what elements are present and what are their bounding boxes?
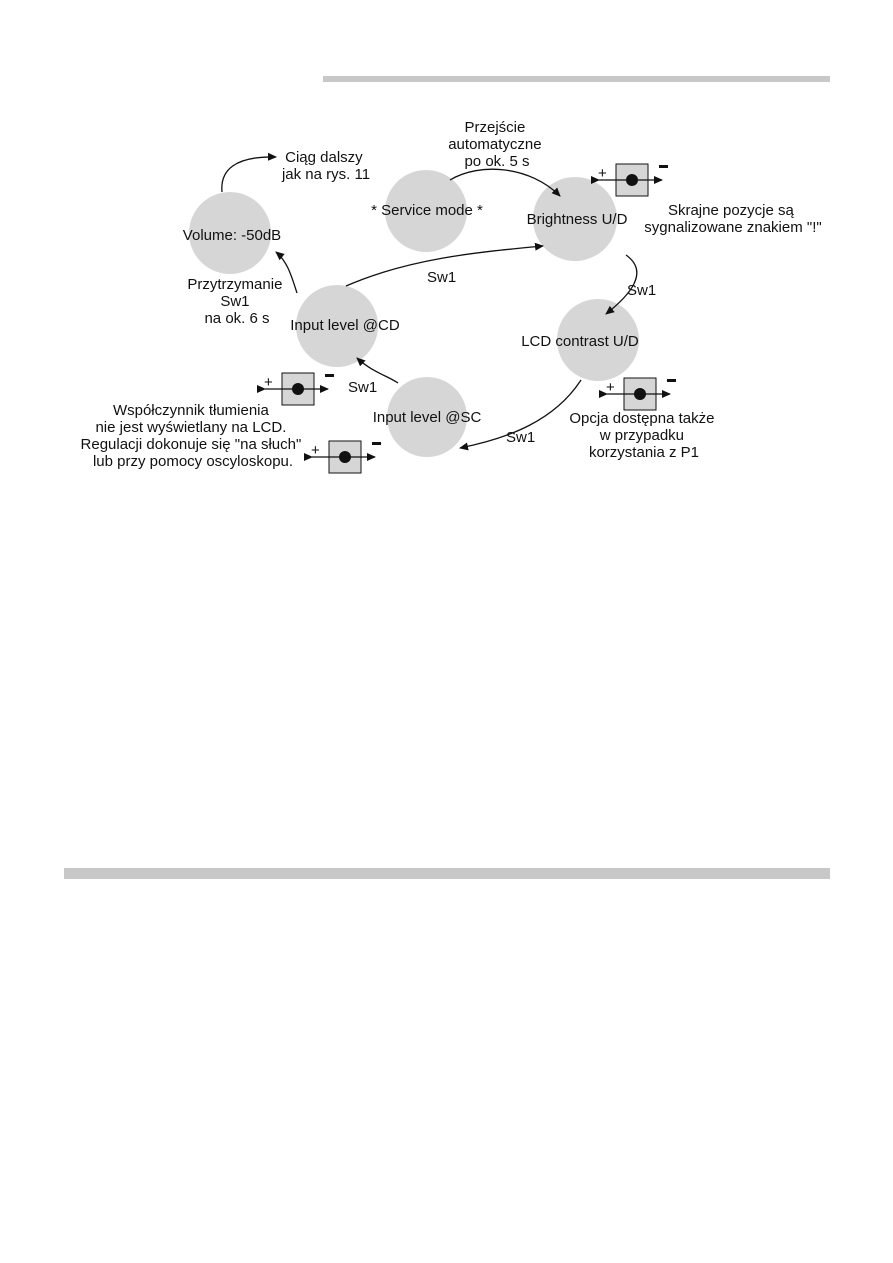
control-lcd	[606, 378, 676, 410]
label-brightness: Brightness U/D	[526, 211, 628, 228]
label-sw1-brightness-lcd: Sw1	[627, 282, 657, 299]
note-brightness: Skrajne pozycje są sygnalizowane znakiem "!"	[644, 202, 822, 236]
note-lcd: Opcja dostępna także w przypadku korzystania z P1	[569, 410, 715, 461]
label-sw1-sc-cd: Sw1	[348, 379, 378, 396]
label-input-cd: Input level @CD	[290, 317, 400, 334]
plus-sign: +	[598, 165, 607, 182]
label-continue: Ciąg dalszy jak na rys. 11	[281, 149, 371, 183]
plus-sign: +	[264, 374, 273, 391]
control-input-cd	[264, 373, 334, 405]
control-brightness	[598, 164, 668, 196]
plus-sign: +	[606, 379, 615, 396]
label-auto-transition: Przejście automatyczne po ok. 5 s	[448, 119, 542, 170]
section-rule	[64, 868, 830, 879]
control-attenuation	[311, 441, 381, 473]
arrow-continue	[222, 157, 276, 192]
plus-sign: +	[311, 442, 320, 459]
note-attenuation: Współczynnik tłumienia nie jest wyświetlany na LCD. Regulacji dokonuje się "na słuch" lub przy pomocy oscyloskopu.	[80, 402, 302, 470]
label-volume: Volume: -50dB	[182, 227, 282, 244]
header-rule	[323, 76, 830, 82]
label-sw1-lcd-sc: Sw1	[506, 429, 536, 446]
label-lcd-contrast: LCD contrast U/D	[521, 333, 639, 350]
label-hold: Przytrzymanie Sw1 na ok. 6 s	[187, 276, 283, 327]
label-service-mode: * Service mode *	[371, 202, 483, 219]
label-sw1-cd-brightness: Sw1	[427, 269, 457, 286]
label-input-sc: Input level @SC	[372, 409, 482, 426]
